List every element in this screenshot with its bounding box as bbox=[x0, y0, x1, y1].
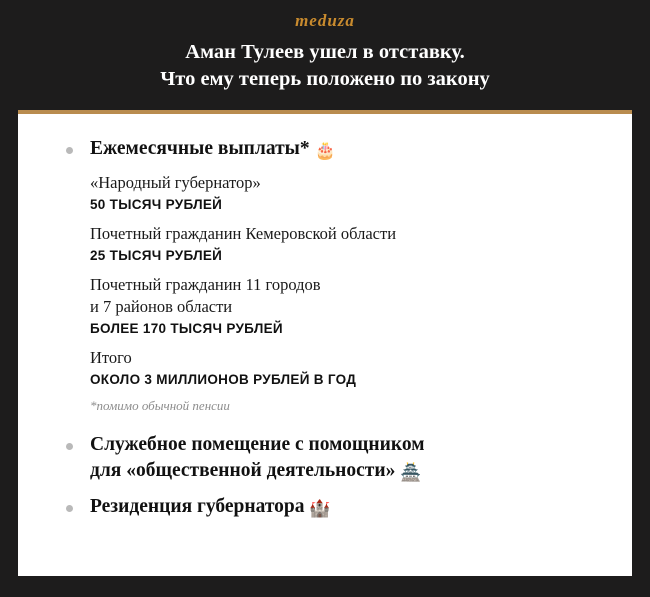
footnote: *помимо обычной пенсии bbox=[90, 398, 230, 413]
item-value: БОЛЕЕ 170 ТЫСЯЧ РУБЛЕЙ bbox=[90, 321, 283, 336]
section-office bbox=[52, 432, 598, 486]
section-title-text: Резиденция губернатора bbox=[90, 496, 305, 517]
meduza-logo[interactable]: meduza bbox=[295, 11, 355, 30]
section-title bbox=[90, 494, 598, 522]
item-label: Почетный гражданин Кемеровской области bbox=[90, 224, 397, 243]
section-divider-space bbox=[52, 418, 598, 432]
item-label: Итого bbox=[90, 348, 132, 367]
content-card bbox=[18, 110, 632, 576]
cake-icon: 🎂 bbox=[314, 141, 336, 161]
item-label-second-line: и 7 районов области bbox=[90, 297, 233, 316]
item-value: ОКОЛО 3 МИЛЛИОНОВ РУБЛЕЙ В ГОД bbox=[90, 372, 357, 387]
list-item bbox=[90, 172, 598, 214]
section-title bbox=[90, 136, 598, 164]
list-item bbox=[90, 223, 598, 265]
section-title bbox=[90, 432, 598, 486]
brand-header bbox=[0, 0, 650, 33]
bullet-icon bbox=[66, 443, 73, 450]
bullet-icon bbox=[66, 147, 73, 154]
card-body bbox=[18, 114, 632, 576]
section-monthly-payments bbox=[52, 136, 598, 414]
bullet-icon bbox=[66, 505, 73, 512]
castle-japanese-icon: 🏯 bbox=[400, 463, 422, 483]
list-item-total bbox=[90, 347, 598, 389]
castle-icon: 🏰 bbox=[309, 499, 331, 519]
item-label: Почетный гражданин 11 городов bbox=[90, 275, 321, 294]
page-title-line-1: Аман Тулеев ушел в отставку. bbox=[185, 41, 465, 63]
item-value: 25 ТЫСЯЧ РУБЛЕЙ bbox=[90, 248, 223, 263]
section-title-text: Ежемесячные выплаты* bbox=[90, 138, 310, 159]
item-label: «Народный губернатор» bbox=[90, 173, 261, 192]
page-title-line-2: Что ему теперь положено по закону bbox=[160, 68, 490, 90]
page-title bbox=[0, 33, 650, 93]
section-title-line-1: Служебное помещение с помощником bbox=[90, 434, 425, 455]
item-value: 50 ТЫСЯЧ РУБЛЕЙ bbox=[90, 197, 223, 212]
section-title-line-2: для «общественной деятельности» bbox=[90, 460, 396, 481]
list-item bbox=[90, 274, 598, 338]
section-residence bbox=[52, 494, 598, 522]
